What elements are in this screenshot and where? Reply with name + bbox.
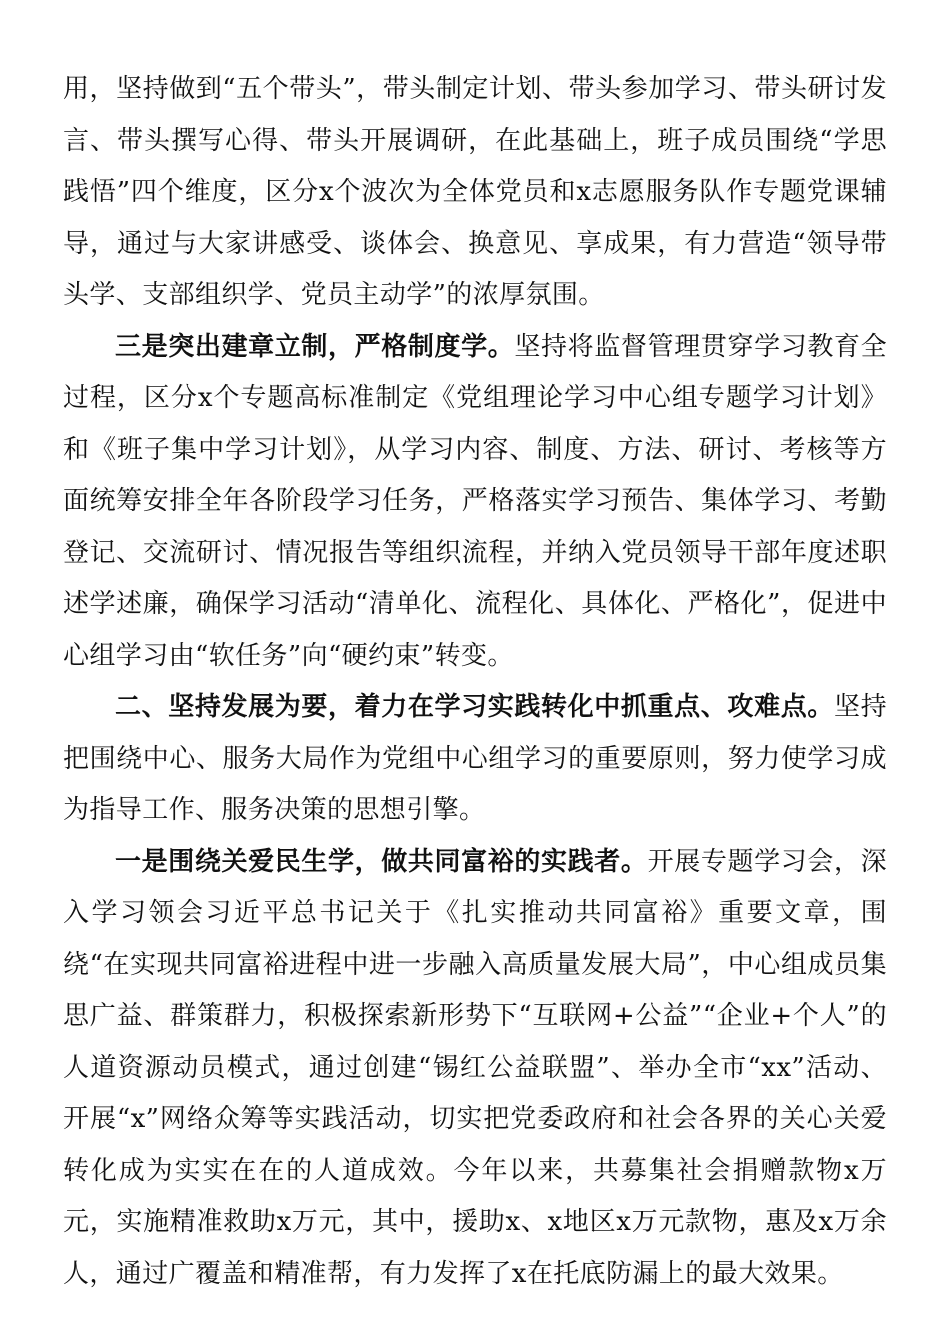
document-page [63,64,887,1300]
paragraph-1-text: 用，坚持做到“五个带头”，带头制定计划、带头参加学习、带头研讨发言、带头撰写心得、带头开展调研，在此基础上，班子成员围绕“学思践悟”四个维度，区分x个波次为全体党员和x志愿服务队作专题党课辅导，通过与大家讲感受、谈体会、换意见、享成果，有力营造“领导带头学、支部组织学、党员主动学”的浓厚氛围。 [63,74,887,310]
paragraph-4-text: 开展专题学习会，深入学习领会习近平总书记关于《扎实推动共同富裕》重要文章，围绕“在实现共同富裕进程中进一步融入高质量发展大局”，中心组成员集思广益、群策群力，积极探索新形势下“互联网+公益”“企业+个人”的人道资源动员模式，通过创建“锡红公益联盟”、举办全市“xx”活动、开展“x”网络众筹等实践活动，切实把党委政府和社会各界的关心关爱转化成为实实在在的人道成效。今年以来，共募集社会捐赠款物x万元，实施精准救助x万元，其中，援助x、x地区x万元款物，惠及x万余人，通过广覆盖和精准帮，有力发挥了x在托底防漏上的最大效果。 [63,846,887,1289]
paragraph-3 [63,682,887,837]
paragraph-1 [63,64,887,322]
paragraph-2 [63,322,887,683]
paragraph-3-text: 坚持把围绕中心、服务大局作为党组中心组学习的重要原则，努力使学习成为指导工作、服务决策的思想引擎。 [63,692,887,825]
paragraph-4 [63,837,887,1301]
paragraph-2-heading: 三是突出建章立制，严格制度学。 [115,331,515,362]
paragraph-3-heading: 二、坚持发展为要，着力在学习实践转化中抓重点、攻难点。 [115,692,834,722]
paragraph-2-text: 坚持将监督管理贯穿学习教育全过程，区分x个专题高标准制定《党组理论学习中心组专题学习计划》和《班子集中学习计划》，从学习内容、制度、方法、研讨、考核等方面统筹安排全年各阶段学习任务，严格落实学习预告、集体学习、考勤登记、交流研讨、情况报告等组织流程，并纳入党员领导干部年度述职述学述廉，确保学习活动“清单化、流程化、具体化、严格化”，促进中心组学习由“软任务”向“硬约束”转变。 [63,331,887,671]
paragraph-4-heading: 一是围绕关爱民生学，做共同富裕的实践者。 [115,846,648,877]
